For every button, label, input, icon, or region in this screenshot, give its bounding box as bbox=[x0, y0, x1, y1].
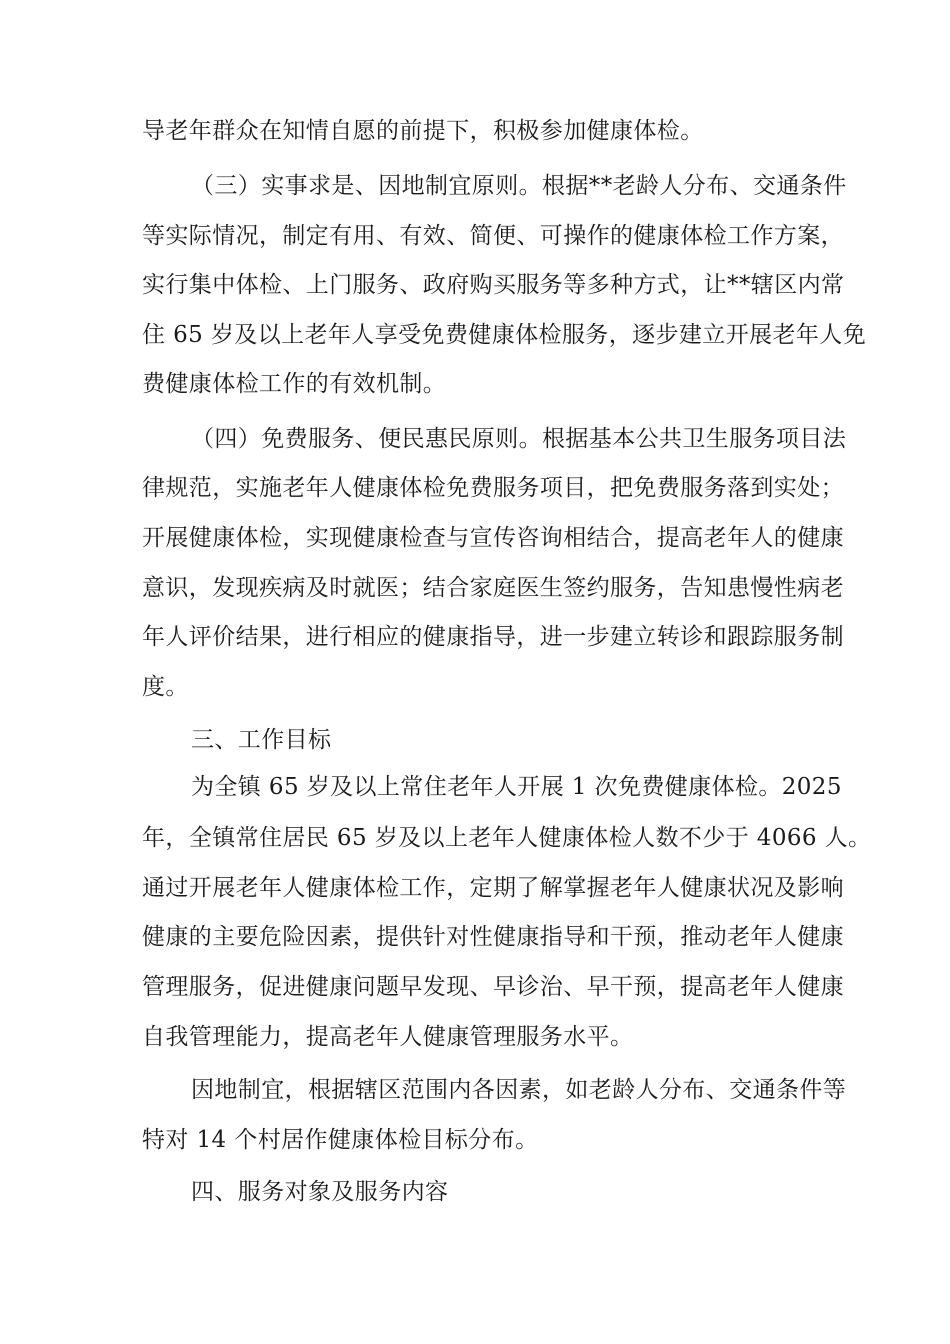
paragraph-line: 度。 bbox=[142, 674, 189, 700]
paragraph-line: 为全镇 65 岁及以上常住老年人开展 1 次免费健康体检。2025 bbox=[191, 774, 842, 800]
paragraph-line: 年，全镇常住居民 65 岁及以上老年人健康体检人数不少于 4066 人。 bbox=[142, 825, 872, 851]
paragraph-line: 开展健康体检，实现健康检查与宣传咨询相结合，提高老年人的健康 bbox=[142, 525, 844, 551]
paragraph-line: 特对 14 个村居作健康体检目标分布。 bbox=[142, 1127, 539, 1153]
paragraph-line: 通过开展老年人健康体检工作，定期了解掌握老年人健康状况及影响 bbox=[142, 875, 844, 901]
paragraph-line: （四）免费服务、便民惠民原则。根据基本公共卫生服务项目法 bbox=[191, 426, 847, 452]
paragraph-line: 费健康体检工作的有效机制。 bbox=[142, 371, 447, 397]
paragraph-line: 自我管理能力，提高老年人健康管理服务水平。 bbox=[142, 1024, 634, 1050]
paragraph-line: 实行集中体检、上门服务、政府购买服务等多种方式，让**辖区内常 bbox=[142, 272, 845, 298]
paragraph-line: 健康的主要危险因素，提供针对性健康指导和干预，推动老年人健康 bbox=[142, 924, 844, 950]
paragraph-line: 意识，发现疾病及时就医；结合家庭医生签约服务，告知患慢性病老 bbox=[142, 575, 844, 601]
paragraph-line: 因地制宜，根据辖区范围内各因素，如老龄人分布、交通条件等 bbox=[191, 1077, 847, 1103]
paragraph-line: 管理服务，促进健康问题早发现、早诊治、早干预，提高老年人健康 bbox=[142, 974, 844, 1000]
paragraph-line: （三）实事求是、因地制宜原则。根据**老龄人分布、交通条件 bbox=[191, 173, 847, 199]
paragraph-line: 年人评价结果，进行相应的健康指导，进一步建立转诊和跟踪服务制 bbox=[142, 624, 844, 650]
section-heading: 四、服务对象及服务内容 bbox=[191, 1179, 449, 1205]
paragraph-line: 律规范，实施老年人健康体检免费服务项目，把免费服务落到实处； bbox=[142, 475, 844, 501]
paragraph-line: 住 65 岁及以上老年人享受免费健康体检服务，逐步建立开展老年人免 bbox=[142, 322, 867, 348]
paragraph-line: 导老年群众在知情自愿的前提下，积极参加健康体检。 bbox=[142, 118, 704, 144]
section-heading: 三、工作目标 bbox=[191, 727, 332, 753]
paragraph-line: 等实际情况，制定有用、有效、简便、可操作的健康体检工作方案， bbox=[142, 223, 844, 249]
